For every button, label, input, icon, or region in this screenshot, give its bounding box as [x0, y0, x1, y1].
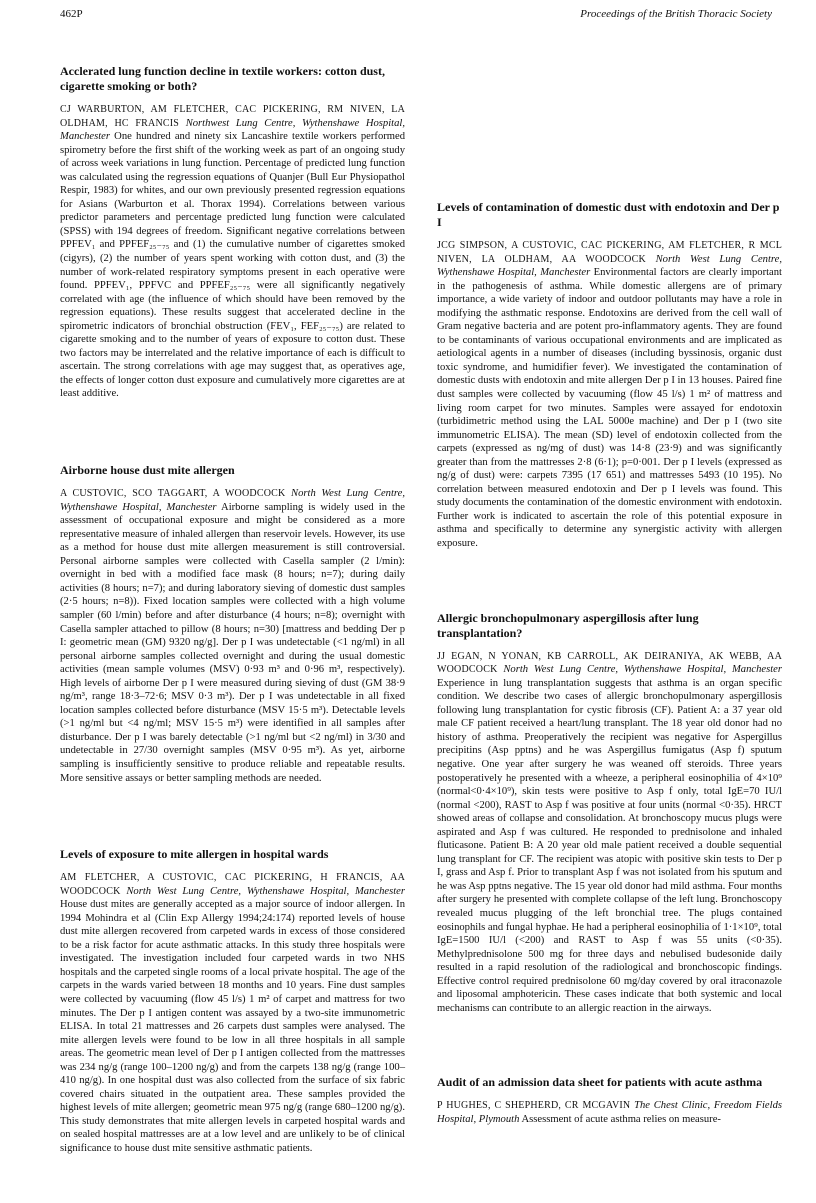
article-textile-workers [60, 64, 405, 401]
article-affiliation: Northwest Lung Centre, Wythenshawe Hospital, Manchester [60, 117, 405, 143]
article-aspergillosis [437, 611, 782, 1016]
article-airborne-mite-allergen [60, 463, 405, 785]
article-authors: A CUSTOVIC, SCO TAGGART, A WOODCOCK [60, 488, 286, 500]
article-body [60, 103, 405, 401]
article-affiliation: North West Lung Centre, Wythenshawe Hospital, Manchester [60, 488, 405, 513]
article-title: Airborne house dust mite allergen [60, 463, 235, 478]
article-title: Audit of an admission data sheet for patients with acute asthma [437, 1075, 763, 1090]
article-affiliation: The Chest Clinic, Freedom Fields Hospital, Plymouth [437, 1100, 782, 1125]
left-column [60, 64, 405, 1176]
article-affiliation: North West Lung Centre, Wythenshawe Hospital, Manchester [437, 253, 782, 279]
article-title: Levels of contamination of domestic dust with endotoxin and Der p I [437, 200, 780, 229]
article-body [60, 487, 405, 785]
article-body [60, 871, 405, 1155]
article-endotoxin [437, 200, 782, 551]
article-authors: P HUGHES, C SHEPHERD, CR MCGAVIN [437, 1100, 631, 1112]
article-body [437, 650, 782, 1016]
page-header [60, 8, 772, 22]
journal-title: Proceedings of the British Thoracic Society [580, 8, 772, 20]
article-text: Experience in lung transplantation suggests that asthma is an organ specific condition. We describe two cases of allergic bronchopulmonary aspergillosis following lung transplantation for cystic fibrosis (CF). Patient A: a 37 year old male CF patient received a heart/lung transplant. The 18 year old donor had no history of asthma. Preoperatively the recipient was negative for Aspergillus precipitins (Asp pptns) and he was Aspergillus fumigatus (Asp f) sputum negative. One year after surgery he was weaned off steroids. Three years postoperatively he presented with a wheeze, a peripheral eosinophilia of 4×10⁹ (normal<0·4×10⁹), skin tests were positive to Asp f only, total IgE=70 IU/l (normal <200), RAST to Asp f was positive at four units (normal <0·35). HRCT showed areas of collapse and consolidation. At bronchoscopy mucus plugs were aspirated and Asp f was cultured. He responded to prednisolone and inhaled fluticasone. Patient B: A 20 year old male patient received a double sequential lung transplant for CF. The recipient was atopic with positive skin tests to Der p I, grass and Asp f. Prior to transplant Asp f was not isolated from his sputum and he was Asp pptns negative. The 15 year old donor had mild asthma. Four months after surgery he presented with complete collapse of the left lung. Bronchoscopy revealed mucus plugging of the left bronchial tree. The plugs contained eosinophils and fungal hyphae. He had a peripheral eosinophilia of 1·1×10⁹, total IgE=1500 IU/l (<200) and RAST to Asp f was 55 units (<0·35). Methylprednisolone 500 mg for three days and nebulised budesonide daily resulted in a rapid resolution of the radiological and bronchoscopic findings. Effective control required prednisolone 60 mg/day covered by oral itraconazole and liposomal amphotericin. These cases indicate that both systemic and local mechanisms can contribute to an allergic reaction in the airways. [437, 677, 782, 1014]
article-affiliation: North West Lung Centre, Wythenshawe Hospital, Manchester [126, 885, 405, 897]
article-authors: JCG SIMPSON, A CUSTOVIC, CAC PICKERING, AM FLETCHER, R MCL NIVEN, LA OLDHAM, AA WOODCOCK [437, 240, 782, 265]
article-title: Levels of exposure to mite allergen in hospital wards [60, 847, 329, 862]
article-authors: CJ WARBURTON, AM FLETCHER, CAC PICKERING, RM NIVEN, LA OLDHAM, HC FRANCIS [60, 104, 405, 129]
article-body [437, 239, 782, 551]
article-authors: JJ EGAN, N YONAN, KB CARROLL, AK DEIRANIYA, AK WEBB, AA WOODCOCK [437, 650, 782, 676]
article-title: Allergic bronchopulmonary aspergillosis after lung transplantation? [437, 610, 699, 640]
article-text: Assessment of acute asthma relies on measure- [521, 1113, 721, 1125]
article-body [437, 1099, 782, 1126]
article-affiliation: North West Lung Centre, Wythenshawe Hospital, Manchester [503, 664, 782, 676]
article-text: Environmental factors are clearly important in the pathogenesis of asthma. While domestic allergens are of primary importance, a wide variety of indoor and outdoor pollutants may have a role in modifying the asthmatic response. Endotoxins are derived from the cell wall of Gram negative bacteria and are potent pro-inflammatory agents. They are found to be contaminants of various occupational environments and are implicated as aetiological agents in a number of diseases (including byssinosis, organic dust toxic syndrome, and humidifier fever). We investigated the contamination of domestic dusts with endotoxin and mite allergen Der p I in 13 houses. Paired fine dust samples were collected by vacuuming (flow 45 l/s) 1 m² of mattress and living room carpet for two minutes. Samples were assayed for endotoxin (turbidimetric method using the LAL 5000e machine) and Der p I (two site immunometric ELISA). The mean (SD) level of endotoxin collected from the carpets (expressed as ng/mg of dust) was 14·8 (23·9) and was significantly greater than from the mattresses 2·8 (6·1); p=0·001. Der p I levels (expressed as ng/g of dust) were: carpets 7395 (17 651) and mattresses 5493 (10 195). No correlation between measured endotoxin and Der p I levels was found. This study documents the contamination of the domestic environment with endotoxin. Further work is indicated to ascertain the role of this potential exposure in asthma and specifically to determine any synergistic activity with allergen exposure. [437, 267, 782, 550]
article-title: Acclerated lung function decline in textile workers: cotton dust, cigarette smoking or both? [60, 64, 385, 93]
right-column [437, 200, 782, 1146]
article-text: Airborne sampling is widely used in the assessment of occupational exposure and might be considered as a more representative measure of inhaled allergen than reservoir levels. However, its use as a method for house dust mite allergen measurement is still controversial. Personal airborne samples were collected with Casella sampler (2 l/min): overnight in bed with a modified face mask (8 hours; n=7); during daily activities (8 hours; n=7); and during laboratory sieving of domestic dust samples (2·5 hours; n=8)). Fixed location samples were collected with a high volume sampler (60 l/min) before and after disturbance (4 hours; n=8); overnight with Casella sampler attached to pillow (8 hours; n=30) [mattress and bedding Der p I: geometric mean (GM) 9320 ng/g]. Der p I was undetectable (<1 ng/ml) in all personal airborne samples collected overnight and during the usual domestic activities (mean sample volumes (MSV) 0·93 m³ and 0·96 m³, respectively). High levels of airborne Der p I were measured during sieving of dust (GM 38·9 ng/m³, range 18·3–72·6; MSV 0·3 m³). Der p I was undetectable in all fixed location samples collected before disturbance (MSV 15·5 m³). Detectable levels (>1 ng/ml but <4 ng/ml; MSV 15·5 m³) were identified in all samples after disturbance. Der p I was barely detectable (>1 ng/ml but <2 ng/ml) in 3/30 and undetectable in 27/30 overnight samples (MSV 0·95 m³). As yet, airborne sampling is insufficiently sensitive to produce reliable and repeatable results. More sensitive assays or better sampling methods are needed. [60, 501, 405, 784]
article-asthma-audit [437, 1075, 782, 1126]
article-hospital-wards [60, 847, 405, 1155]
article-text: House dust mites are generally accepted as a major source of indoor allergen. In 1994 Mohindra et al (Clin Exp Allergy 1994;24:174) reported levels of house dust mite allergen recovered from carpeted wards in excess of those considered to be a risk factor for acute asthmatic attacks. In this study three hospitals were investigated. The investigation included four carpeted wards in two NHS hospitals and the carpeted single rooms of a local private hospital. The age of the carpets in the wards varied between 18 months and 10 years. Fine dust samples were collected by vacuuming (flow 45 l/s) 1 m² of carpet and mattress for two minutes. The Der p I antigen content was assayed by a two-site immunometric ELISA. In total 21 mattresses and 26 carpets dust samples were analysed. The mite allergen levels were found to be low in all three hospitals in all sample areas. The geometric mean level of Der p I antigen collected from the mattresses was 234 ng/g (range 100–1200 ng/g) and from the carpets 138 ng/g (range 100–410 ng/g). In one hospital dust was also collected from the surface of six fabric covered chairs situated in the outpatient area. These samples provided the highest levels of mite allergen; geometric mean 975 ng/g (range 680–1200 ng/g). This study demonstrates that mite allergen levels in carpeted hospital wards and on sealed hospital mattresses are at a low level and are unlikely to be of clinical significance to house dust mite sensitive asthmatic patients. [60, 899, 405, 1154]
article-text: One hundred and ninety six Lancashire textile workers performed spirometry before the first shift of the working week as part of an ongoing study of across week variations in lung function. Percentage of predicted lung function was calculated using the regression equations of Quanjer (Bull Eur Physiopathol Respir, 1983) for whites, and our own previously presented regression equations for Asians (Warburton et al. Thorax 1994). Correlations between various predictor parameters and percentage predicted lung function were calculated (SPSS) with 194 degrees of freedom. Significant negative correlations between PPFEV₁ and PPFEF₂₅₋₇₅ and (1) the cumulative number of cigarettes smoked (cigyrs), (2) the number of years spent working with cotton dust, and (3) the number of work-related respiratory symptoms present in each operative were found. PPFEV₁, PPFVC and PPFEF₂₅₋₇₅ were all significantly negatively correlated with age (the influence of which should have been removed by the regression equations). These results suggest that accelerated decline in the spirometric indicators of bronchial obstruction (FEV₁, FEF₂₅₋₇₅) are related to cigarette smoking and to the number of years of exposure to cotton dust. These two factors may be interrelated and the relative importance of each is difficult to ascertain. The strong correlations with age may suggest that, as operatives age, the effects of longer cotton dust exposure and cumulatively more cigarettes are at least additive. [60, 131, 406, 400]
page-number: 462P [60, 8, 83, 20]
article-authors: AM FLETCHER, A CUSTOVIC, CAC PICKERING, H FRANCIS, AA WOODCOCK [60, 872, 405, 897]
